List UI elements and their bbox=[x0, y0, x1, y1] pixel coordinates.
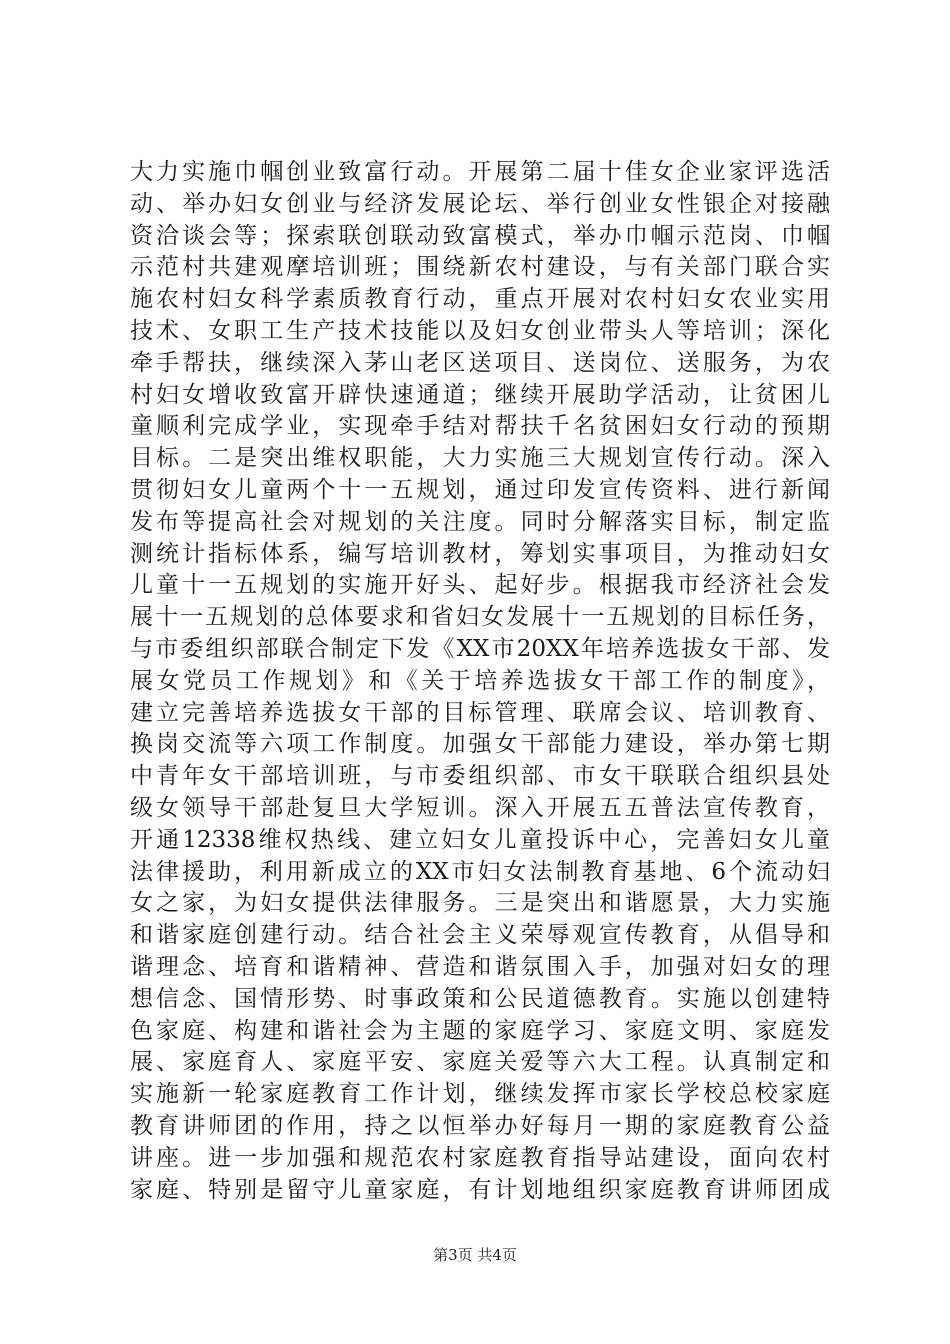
text-line: 大力实施巾帼创业致富行动。开展第二届十佳女企业家评选活 bbox=[130, 159, 830, 185]
text-line: 村妇女增收致富开辟快速通道；继续开展助学活动，让贫困儿 bbox=[130, 381, 830, 408]
text-line: 技术、女职工生产技术技能以及妇女创业带头人等培训；深化 bbox=[130, 317, 830, 344]
text-line: 法律援助，利用新成立的XX市妇女法制教育基地、6个流动妇 bbox=[130, 858, 830, 885]
text-line: 牵手帮扶，继续深入茅山老区送项目、送岗位、送服务，为农 bbox=[130, 349, 830, 376]
text-line: 谐理念、培育和谐精神、营造和谐氛围入手，加强对妇女的理 bbox=[130, 953, 830, 980]
text-line: 级女领导干部赴复旦大学短训。深入开展五五普法宣传教育， bbox=[130, 794, 830, 821]
text-line: 发布等提高社会对规划的关注度。同时分解落实目标，制定监 bbox=[130, 508, 830, 535]
text-line: 资洽谈会等；探索联创联动致富模式，举办巾帼示范岗、巾帼 bbox=[130, 222, 830, 249]
text-line: 教育讲师团的作用，持之以恒举办好每月一期的家庭教育公益 bbox=[130, 1112, 830, 1139]
text-line: 儿童十一五规划的实施开好头、起好步。根据我市经济社会发 bbox=[130, 572, 830, 599]
text-line: 目标。二是突出维权职能，大力实施三大规划宣传行动。深入 bbox=[130, 445, 830, 472]
text-line: 家庭、特别是留守儿童家庭，有计划地组织家庭教育讲师团成 bbox=[130, 1176, 830, 1203]
text-line: 展十一五规划的总体要求和省妇女发展十一五规划的目标任务， bbox=[130, 604, 830, 631]
page-footer: 第3页 共4页 bbox=[433, 1246, 517, 1264]
text-line: 讲座。进一步加强和规范农村家庭教育指导站建设，面向农村 bbox=[130, 1144, 830, 1171]
text-line: 女之家，为妇女提供法律服务。三是突出和谐愿景，大力实施 bbox=[130, 890, 830, 917]
text-line: 和谐家庭创建行动。结合社会主义荣辱观宣传教育，从倡导和 bbox=[130, 922, 830, 949]
text-line: 实施新一轮家庭教育工作计划，继续发挥市家长学校总校家庭 bbox=[130, 1081, 830, 1108]
text-line: 色家庭、构建和谐社会为主题的家庭学习、家庭文明、家庭发 bbox=[130, 1017, 830, 1044]
text-line: 展女党员工作规划》和《关于培养选拔女干部工作的制度》， bbox=[130, 667, 830, 694]
text-line: 建立完善培养选拔女干部的目标管理、联席会议、培训教育、 bbox=[130, 699, 830, 726]
text-line: 施农村妇女科学素质教育行动，重点开展对农村妇女农业实用 bbox=[130, 286, 830, 313]
text-line: 动、举办妇女创业与经济发展论坛、举行创业女性银企对接融 bbox=[130, 190, 830, 217]
text-line: 想信念、国情形势、时事政策和公民道德教育。实施以创建特 bbox=[130, 985, 830, 1012]
text-line: 与市委组织部联合制定下发《XX市20XX年培养选拔女干部、发 bbox=[130, 635, 830, 662]
body-text bbox=[130, 157, 830, 1206]
text-line: 童顺利完成学业，实现牵手结对帮扶千名贫困妇女行动的预期 bbox=[130, 413, 830, 440]
text-line: 示范村共建观摩培训班；围绕新农村建设，与有关部门联合实 bbox=[130, 254, 830, 281]
text-line: 测统计指标体系，编写培训教材，筹划实事项目，为推动妇女 bbox=[130, 540, 830, 567]
text-line: 展、家庭育人、家庭平安、家庭关爱等六大工程。认真制定和 bbox=[130, 1049, 830, 1076]
text-line: 贯彻妇女儿童两个十一五规划，通过印发宣传资料、进行新闻 bbox=[130, 476, 830, 503]
text-line: 开通12338维权热线、建立妇女儿童投诉中心，完善妇女儿童 bbox=[130, 826, 830, 853]
text-line: 中青年女干部培训班，与市委组织部、市女干联联合组织县处 bbox=[130, 763, 830, 790]
text-line: 换岗交流等六项工作制度。加强女干部能力建设，举办第七期 bbox=[130, 731, 830, 758]
